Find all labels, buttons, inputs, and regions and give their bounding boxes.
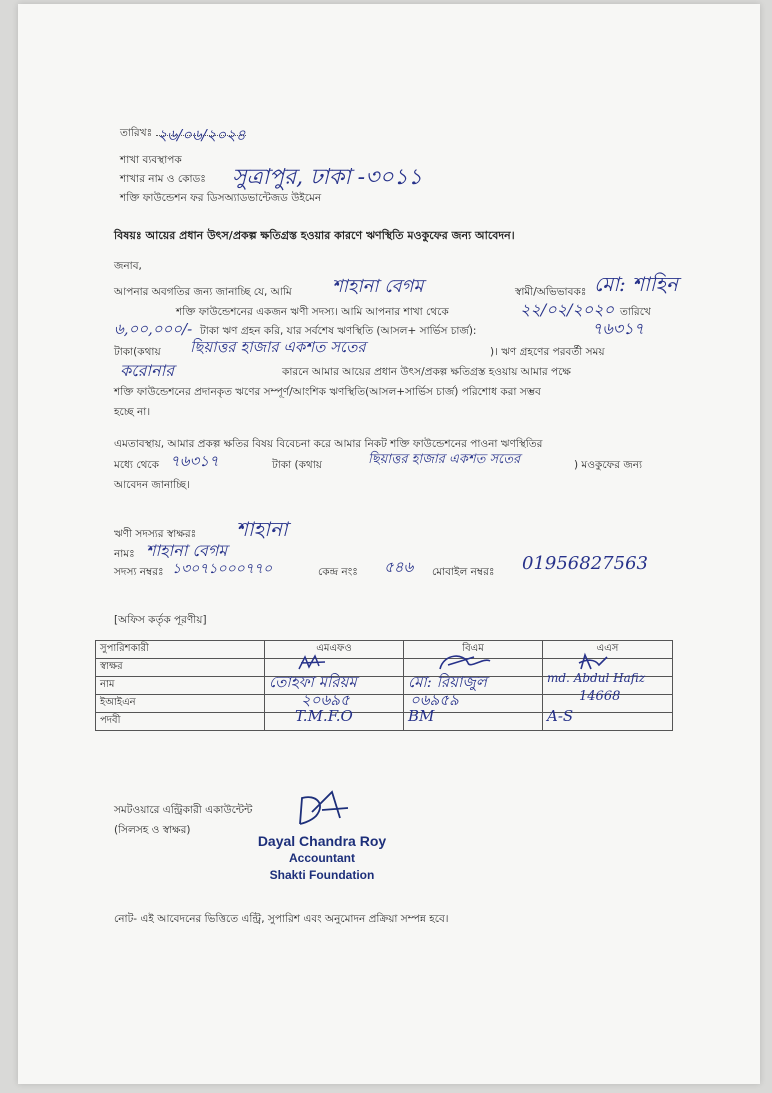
- date-line: [120, 126, 246, 144]
- balance-value: ৭৬৩১৭: [592, 319, 644, 338]
- stamp-org: Shakti Foundation: [269, 868, 375, 882]
- body2-l1: এমতাবস্থায়, আমার প্রকল্প ক্ষতির বিষয় বিবেচনা করে আমার নিকট শক্তি ফাউন্ডেশনের পাওনা ঋণস্থিতির: [114, 438, 543, 450]
- applicant-name-value: শাহানা বেগম: [332, 276, 424, 297]
- body2-l2c: ) মওকুফের জন্য: [574, 459, 643, 471]
- mobile-label: মোবাইল নম্বরঃ: [432, 566, 495, 578]
- header-cell: এমএফও: [265, 641, 404, 659]
- member-name-value: শাহানা বেগম: [146, 541, 228, 560]
- row-label: পদবী: [96, 713, 265, 731]
- header-cell: সুপারিশকারী: [96, 641, 265, 659]
- row-label: নাম: [96, 677, 265, 695]
- table-cell: তোহফা মরিয়ম: [265, 677, 404, 695]
- table-row: [96, 695, 673, 713]
- subject-line: বিষয়ঃ আয়ের প্রধান উৎস/প্রকল্প ক্ষতিগ্রস্ত হওয়ার কারণে ঋণস্থিতি মওকুফের জন্য আবেদন।: [114, 229, 515, 242]
- body1-l1b: স্বামী/অভিভাবকঃ: [515, 286, 587, 298]
- table-cell: 14668: [543, 695, 673, 713]
- as-signature-mark: [573, 651, 613, 673]
- bm-signature-mark: [434, 651, 494, 673]
- table-cell: ২০৬৯৫: [265, 695, 404, 713]
- table-cell: মো: রিয়াজুল: [404, 677, 543, 695]
- mobile-value: 01956827563: [522, 553, 648, 574]
- member-no-label: সদস্য নম্বরঃ: [114, 566, 164, 578]
- table-cell: BM: [404, 713, 543, 731]
- row-label: ইআইএন: [96, 695, 265, 713]
- accountant-line2: (সিলসহ ও স্বাক্ষর): [114, 824, 191, 836]
- accountant-stamp: [232, 833, 412, 884]
- date-label: তারিখঃ: [120, 127, 153, 139]
- loan-date-value: ২২/০২/২০২০: [520, 300, 615, 319]
- member-signature-value: শাহানা: [236, 517, 288, 541]
- accountant-signature-mark: [292, 790, 352, 830]
- row-label: স্বাক্ষর: [96, 659, 265, 677]
- branch-manager-label: শাখা ব্যবস্থাপক: [120, 154, 182, 166]
- guardian-value: মো: শাহিন: [594, 272, 678, 296]
- waive-words-value: ছিয়াত্তর হাজার একশত সতের: [368, 452, 521, 467]
- body1-l5: কারনে আমার আয়ের প্রধান উৎস/প্রকল্প ক্ষতিগ্রস্ত হওয়ায় আমার পক্ষে: [282, 366, 571, 378]
- table-cell: md. Abdul Hafiz: [543, 677, 673, 695]
- table-cell: ০৬৯৫৯: [404, 695, 543, 713]
- branch-name-line: [120, 172, 206, 186]
- stamp-name: Dayal Chandra Roy: [257, 833, 387, 849]
- date-value: ২৬/০৬/২০২৪: [157, 126, 246, 144]
- table-row: [96, 713, 673, 731]
- header-cell: এএস: [543, 641, 673, 659]
- body2-l2a: মধ্যে থেকে: [114, 459, 159, 471]
- member-signature-label: ঋণী সদস্যর স্বাক্ষরঃ: [114, 528, 197, 540]
- member-name-label: নামঃ: [114, 548, 135, 560]
- waive-amount-value: ৭৬৩১৭: [170, 452, 219, 470]
- body1-l2: শক্তি ফাউন্ডেশনের একজন ঋণী সদস্য। আমি আপনার শাখা থেকে: [176, 306, 449, 318]
- header-cell: বিএম: [404, 641, 543, 659]
- office-section-label: [অফিস কর্তৃক পূরণীয়]: [114, 614, 207, 626]
- body1-l1a: আপনার অবগতির জন্য জানাচ্ছি যে, আমি: [114, 286, 292, 298]
- center-value: ৫৪৬: [384, 558, 414, 576]
- stamp-title: Accountant: [289, 851, 355, 865]
- org-line: শক্তি ফাউন্ডেশন ফর ডিসঅ্যাডভান্টেজড উইমেন: [120, 192, 322, 204]
- footer-note: নোট- এই আবেদনের ভিত্তিতে এন্ট্রি, সুপারিশ এবং অনুমোদন প্রক্রিয়া সম্পন্ন হবে।: [114, 913, 449, 925]
- center-label: কেন্দ্র নংঃ: [318, 566, 358, 578]
- member-no-value: ১৩০৭১০০০৭৭০: [172, 561, 273, 577]
- approval-table: [95, 640, 673, 731]
- body1-l4a: টাকা(কথায়: [114, 346, 161, 358]
- body1-l4b: )। ঋণ গ্রহণের পরবর্তী সময়: [490, 346, 605, 358]
- branch-name-value: সুত্রাপুর, ঢাকা -৩০১১: [232, 165, 423, 190]
- mfo-signature-mark: [295, 653, 335, 673]
- body1-l7: হচ্ছে না।: [114, 406, 151, 418]
- body2-l3: আবেদন জানাচ্ছি।: [114, 479, 190, 491]
- table-cell: T.M.F.O: [265, 713, 404, 731]
- body2-l2b: টাকা (কথায়: [272, 459, 322, 471]
- body1-l2b: তারিখে: [620, 306, 651, 318]
- balance-words-value: ছিয়াত্তর হাজার একশত সতের: [190, 338, 366, 356]
- reason-value: করোনার: [120, 361, 175, 380]
- accountant-line1: সমটওয়ারে এন্ট্রিকারী একাউন্টেন্ট: [114, 804, 253, 816]
- body1-l6: শক্তি ফাউন্ডেশনের প্রদানকৃত ঋণের সম্পূর্ণ/আংশিক ঋণস্থিতি(আসল+সার্ভিস চার্জ) পরিশোধ করা সম্ভব: [114, 386, 541, 398]
- branch-name-label: শাখার নাম ও কোডঃ: [120, 173, 206, 185]
- table-cell: A-S: [543, 713, 673, 731]
- loan-amount-value: ৬,০০,০০০/-: [114, 320, 193, 338]
- salutation: জনাব,: [114, 260, 142, 272]
- body1-l3: টাকা ঋণ গ্রহন করি, যার সর্বশেষ ঋণস্থিতি (আসল+ সার্ভিস চার্জ):: [200, 325, 477, 337]
